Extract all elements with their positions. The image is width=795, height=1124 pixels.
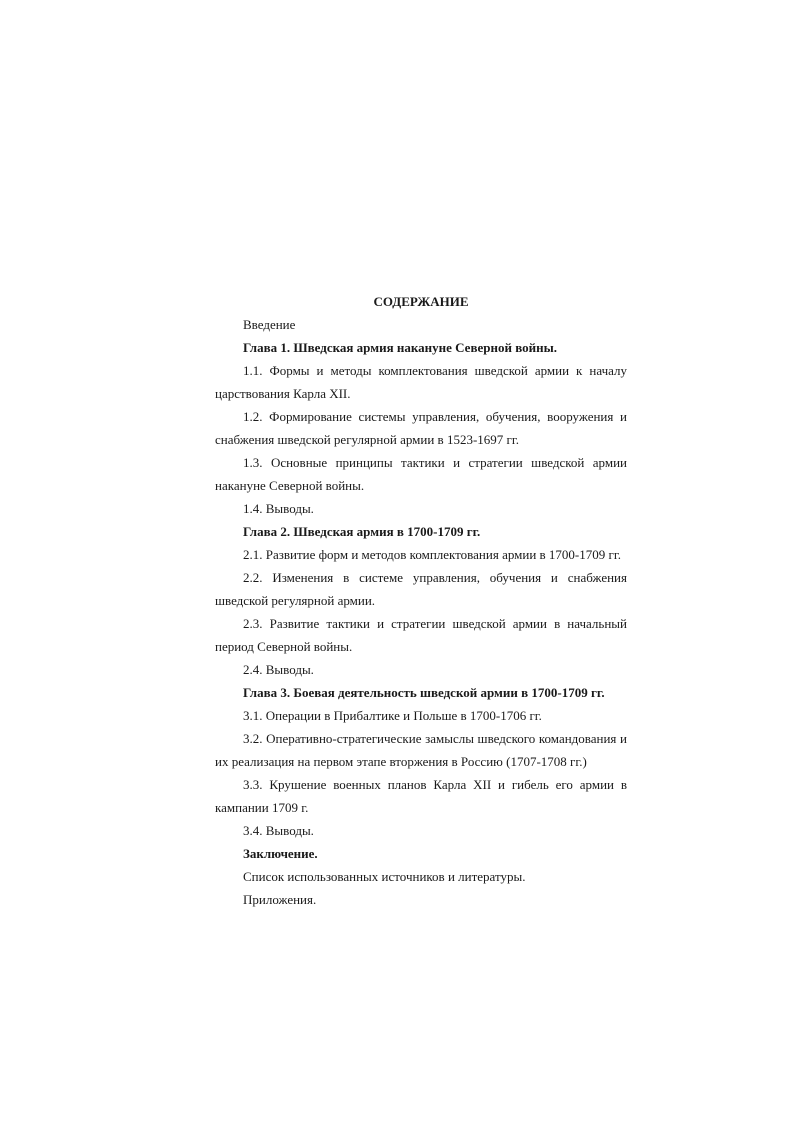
toc-appendices: Приложения.: [243, 892, 317, 907]
toc-title: СОДЕРЖАНИЕ: [373, 294, 469, 309]
toc-section-3-3: 3.3. Крушение военных планов Карла XII и гибель его армии в кампании 1709 г.: [215, 777, 627, 815]
toc-chapter-3: Глава 3. Боевая деятельность шведской армии в 1700-1709 гг.: [243, 685, 605, 700]
toc-conclusion: Заключение.: [243, 846, 318, 861]
toc-section-2-2: 2.2. Изменения в системе управления, обучения и снабжения шведской регулярной армии.: [215, 570, 627, 608]
toc-section-3-4: 3.4. Выводы.: [243, 823, 314, 838]
toc-section-2-3: 2.3. Развитие тактики и стратегии шведской армии в начальный период Северной войны.: [215, 616, 627, 654]
toc-entry-introduction: Введение: [243, 317, 296, 332]
toc-section-3-2: 3.2. Оперативно-стратегические замыслы шведского командования и их реализация на первом этапе вторжения в Россию (1707-1708 гг.): [215, 731, 627, 769]
toc-chapter-2: Глава 2. Шведская армия в 1700-1709 гг.: [243, 524, 481, 539]
toc-sources: Список использованных источников и литературы.: [243, 869, 526, 884]
table-of-contents: [215, 290, 627, 911]
toc-section-1-2: 1.2. Формирование системы управления, обучения, вооружения и снабжения шведской регулярной армии в 1523-1697 гг.: [215, 409, 627, 447]
toc-section-1-4: 1.4. Выводы.: [243, 501, 314, 516]
toc-section-2-1: 2.1. Развитие форм и методов комплектования армии в 1700-1709 гг.: [243, 547, 621, 562]
toc-section-2-4: 2.4. Выводы.: [243, 662, 314, 677]
toc-section-1-1: 1.1. Формы и методы комплектования шведской армии к началу царствования Карла XII.: [215, 363, 627, 401]
toc-section-1-3: 1.3. Основные принципы тактики и стратегии шведской армии накануне Северной войны.: [215, 455, 627, 493]
toc-section-3-1: 3.1. Операции в Прибалтике и Польше в 1700-1706 гг.: [243, 708, 542, 723]
toc-chapter-1: Глава 1. Шведская армия накануне Северной войны.: [243, 340, 558, 355]
